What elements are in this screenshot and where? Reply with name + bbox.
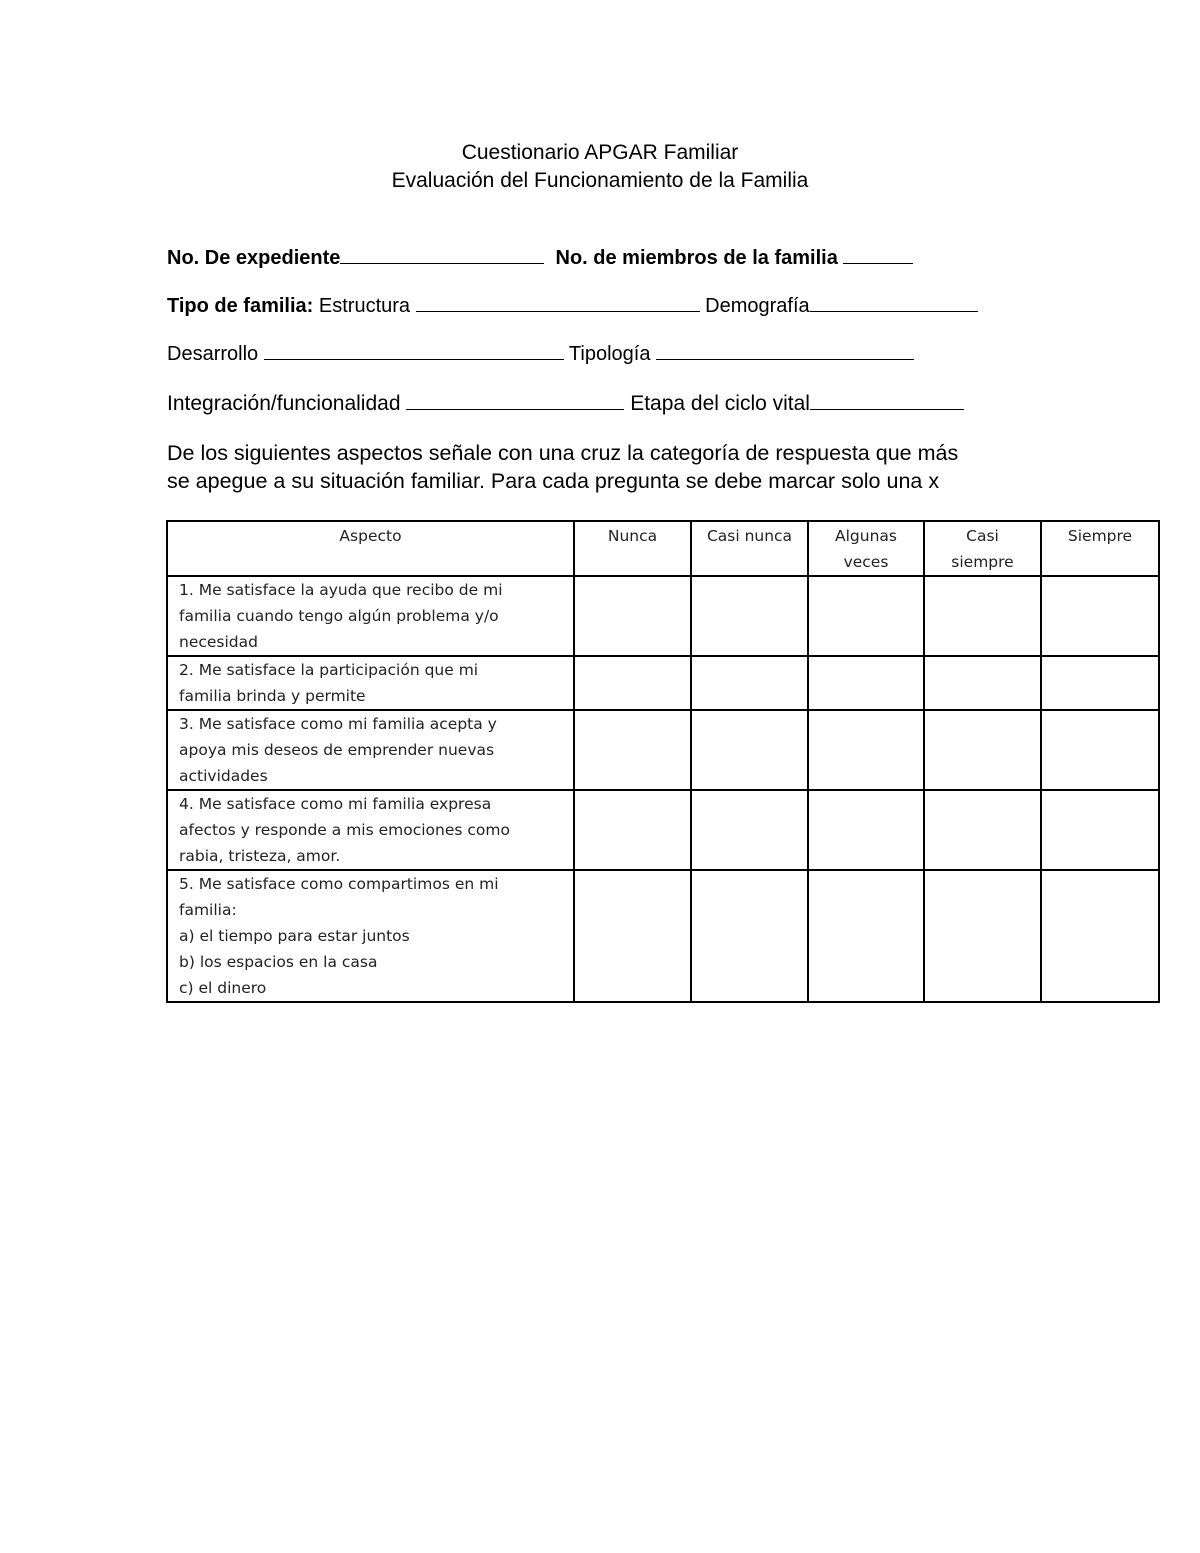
q3-casi-nunca-cell[interactable] xyxy=(691,710,808,790)
question-2-line-2: familia brinda y permite xyxy=(179,687,366,705)
tipologia-label: Tipología xyxy=(568,343,651,365)
expediente-label: No. De expediente xyxy=(167,247,341,269)
question-3-line-1: 3. Me satisface como mi familia acepta y xyxy=(179,715,497,733)
etapa-label: Etapa del ciclo vital xyxy=(630,392,810,415)
q3-algunas-veces-cell[interactable] xyxy=(808,710,924,790)
estructura-blank[interactable] xyxy=(416,293,700,312)
expediente-blank[interactable] xyxy=(340,245,544,264)
q4-nunca-cell[interactable] xyxy=(574,790,691,870)
header-casi-siempre-line-2: siempre xyxy=(951,553,1014,571)
q1-algunas-veces-cell[interactable] xyxy=(808,576,924,656)
fields-row-3 xyxy=(167,341,914,366)
tipo-familia-label: Tipo de familia: xyxy=(167,295,314,317)
etapa-blank[interactable] xyxy=(810,391,964,410)
question-1-line-2: familia cuando tengo algún problema y/o xyxy=(179,607,499,625)
question-1-line-3: necesidad xyxy=(179,633,258,651)
table-row xyxy=(167,870,1159,1002)
q3-casi-siempre-cell[interactable] xyxy=(924,710,1041,790)
q5-casi-siempre-cell[interactable] xyxy=(924,870,1041,1002)
header-algunas-veces-line-2: veces xyxy=(843,553,889,571)
q2-casi-nunca-cell[interactable] xyxy=(691,656,808,710)
question-4-line-3: rabia, tristeza, amor. xyxy=(179,847,341,865)
q5-casi-nunca-cell[interactable] xyxy=(691,870,808,1002)
question-4 xyxy=(167,790,574,870)
instructions-line-2: se apegue a su situación familiar. Para cada pregunta se debe marcar solo una x xyxy=(167,469,940,493)
q3-nunca-cell[interactable] xyxy=(574,710,691,790)
instructions xyxy=(167,439,1067,495)
q4-casi-nunca-cell[interactable] xyxy=(691,790,808,870)
question-5-line-4: b) los espacios en la casa xyxy=(179,953,378,971)
q5-algunas-veces-cell[interactable] xyxy=(808,870,924,1002)
question-3 xyxy=(167,710,574,790)
q1-siempre-cell[interactable] xyxy=(1041,576,1159,656)
question-2 xyxy=(167,656,574,710)
question-5-line-3: a) el tiempo para estar juntos xyxy=(179,927,410,945)
fields-row-2 xyxy=(167,293,978,318)
fields-row-4 xyxy=(167,391,964,416)
estructura-label: Estructura xyxy=(318,295,411,317)
q2-siempre-cell[interactable] xyxy=(1041,656,1159,710)
question-5 xyxy=(167,870,574,1002)
document-subtitle: Evaluación del Funcionamiento de la Familia xyxy=(391,169,809,192)
q1-casi-siempre-cell[interactable] xyxy=(924,576,1041,656)
question-3-line-3: actividades xyxy=(179,767,268,785)
q5-siempre-cell[interactable] xyxy=(1041,870,1159,1002)
header-nunca: Nunca xyxy=(574,521,691,576)
demografia-label: Demografía xyxy=(705,295,810,317)
question-4-line-2: afectos y responde a mis emociones como xyxy=(179,821,510,839)
question-4-line-1: 4. Me satisface como mi familia expresa xyxy=(179,795,492,813)
apgar-table xyxy=(166,520,1160,1003)
header-casi-siempre xyxy=(924,521,1041,576)
q1-casi-nunca-cell[interactable] xyxy=(691,576,808,656)
q4-algunas-veces-cell[interactable] xyxy=(808,790,924,870)
q3-siempre-cell[interactable] xyxy=(1041,710,1159,790)
table-row xyxy=(167,790,1159,870)
table-header-row xyxy=(167,521,1159,576)
document-title: Cuestionario APGAR Familiar xyxy=(461,141,739,164)
tipologia-blank[interactable] xyxy=(656,341,914,360)
question-5-line-1: 5. Me satisface como compartimos en mi xyxy=(179,875,499,893)
header-siempre: Siempre xyxy=(1041,521,1159,576)
instructions-line-1: De los siguientes aspectos señale con una cruz la categoría de respuesta que más xyxy=(167,441,959,465)
q5-nunca-cell[interactable] xyxy=(574,870,691,1002)
q1-nunca-cell[interactable] xyxy=(574,576,691,656)
miembros-label: No. de miembros de la familia xyxy=(555,247,838,269)
q2-casi-siempre-cell[interactable] xyxy=(924,656,1041,710)
question-2-line-1: 2. Me satisface la participación que mi xyxy=(179,661,479,679)
question-1-line-1: 1. Me satisface la ayuda que recibo de mi xyxy=(179,581,503,599)
header-casi-siempre-line-1: Casi xyxy=(966,527,999,545)
table-row xyxy=(167,576,1159,656)
fields-row-1 xyxy=(167,245,913,270)
header-casi-nunca: Casi nunca xyxy=(691,521,808,576)
q4-siempre-cell[interactable] xyxy=(1041,790,1159,870)
question-5-line-2: familia: xyxy=(179,901,237,919)
header-algunas-veces xyxy=(808,521,924,576)
header-algunas-veces-line-1: Algunas xyxy=(835,527,897,545)
q4-casi-siempre-cell[interactable] xyxy=(924,790,1041,870)
desarrollo-blank[interactable] xyxy=(264,341,564,360)
header-aspecto: Aspecto xyxy=(167,521,574,576)
question-3-line-2: apoya mis deseos de emprender nuevas xyxy=(179,741,495,759)
table-row xyxy=(167,656,1159,710)
q2-algunas-veces-cell[interactable] xyxy=(808,656,924,710)
integracion-blank[interactable] xyxy=(406,391,624,410)
integracion-label: Integración/funcionalidad xyxy=(167,392,401,415)
question-1 xyxy=(167,576,574,656)
miembros-blank[interactable] xyxy=(843,245,913,264)
demografia-blank[interactable] xyxy=(810,293,978,312)
q2-nunca-cell[interactable] xyxy=(574,656,691,710)
table-row xyxy=(167,710,1159,790)
desarrollo-label: Desarrollo xyxy=(167,343,259,365)
question-5-line-5: c) el dinero xyxy=(179,979,267,997)
